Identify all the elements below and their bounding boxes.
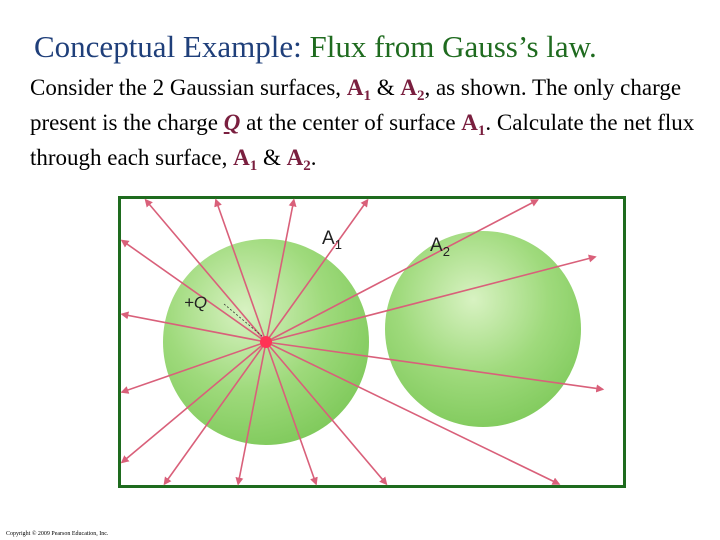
surface-a1-second: $A_1$ [461,110,486,139]
text-5: . [310,145,317,170]
text-2: , as shown. The only charge present is the charge [30,75,682,135]
ampersand: & [370,75,401,100]
problem-statement [30,72,700,177]
surface-a2: $A_2$ [400,75,425,104]
slide-title [34,28,714,66]
label-a1: $A_1$ [322,228,342,252]
charge-q: Q [223,110,241,135]
sphere-a2 [385,231,581,427]
title-part-2: Flux from Gauss’s law. [309,29,597,64]
ampersand-2: & [257,145,287,170]
surface-a2-second: $A_2$ [286,145,311,174]
label-charge: +Q [184,293,208,312]
title-part-1: Conceptual Example: [34,29,310,64]
text-4: . Calculate the net flux through each surface, [30,110,695,170]
surface-a1-third: $A_1$ [233,145,258,174]
text-1: Consider the 2 Gaussian surfaces, [30,75,347,100]
copyright: Copyright © 2009 Pearson Education, Inc. [6,531,109,537]
label-a2: $A_2$ [430,235,450,259]
text-3: at the center of surface [240,110,462,135]
surface-a1: $A_1$ [346,75,371,104]
point-charge [260,336,272,348]
gaussian-surfaces-figure [118,196,626,488]
